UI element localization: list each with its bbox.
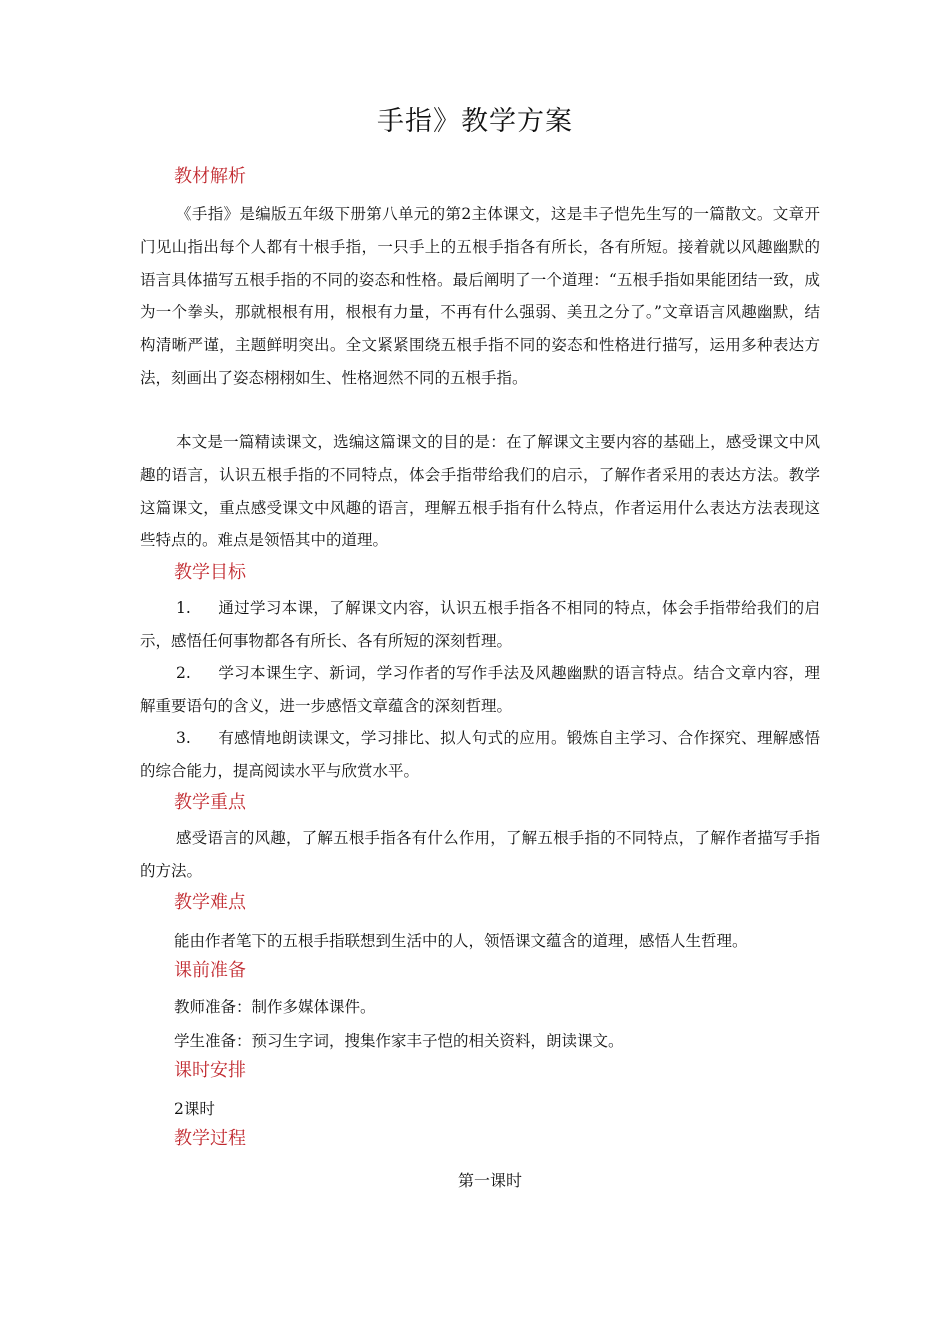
heading-key-points: 教学重点	[174, 792, 246, 813]
schedule-text: 2课时	[174, 1100, 215, 1118]
heading-schedule: 课时安排	[174, 1060, 246, 1081]
goal-item-1	[140, 592, 820, 658]
difficulties-text: 能由作者笔下的五根手指联想到生活中的人，领悟课文蕴含的道理，感悟人生哲理。	[174, 932, 748, 950]
student-preparation: 学生准备：预习生字词，搜集作家丰子恺的相关资料，朗读课文。	[174, 1032, 624, 1050]
document-title: 手指》教学方案	[377, 106, 573, 137]
analysis-paragraph-2: 本文是一篇精读课文，选编这篇课文的目的是：在了解课文主要内容的基础上，感受课文中风趣的语言，认识五根手指的不同特点，体会手指带给我们的启示，了解作者采用的表达方法。教学这篇课文，重点感受课文中风趣的语言，理解五根手指有什么特点，作者运用什么表达方法表现这些特点的。难点是领悟其中的道理。	[140, 433, 820, 550]
goal-item-2	[140, 657, 820, 723]
goal-item-3	[140, 722, 820, 788]
key-points-text: 感受语言的风趣，了解五根手指各有什么作用，了解五根手指的不同特点，了解作者描写手指的方法。	[140, 829, 820, 880]
goal-text-2: 学习本课生字、新词，学习作者的写作手法及风趣幽默的语言特点。结合文章内容，理解重要语句的含义，进一步感悟文章蕴含的深刻哲理。	[140, 664, 820, 715]
heading-preparation: 课前准备	[174, 960, 246, 981]
heading-difficulties: 教学难点	[174, 892, 246, 913]
heading-process: 教学过程	[174, 1128, 246, 1149]
analysis-paragraph-1: 《手指》是编版五年级下册第八单元的第2主体课文，这是丰子恺先生写的一篇散文。文章开门见山指出每个人都有十根手指，一只手上的五根手指各有所长，各有所短。接着就以风趣幽默的语言具体描写五根手指的不同的姿态和性格。最后阐明了一个道理：“五根手指如果能团结一致，成为一个拳头，那就根根有用，根根有力量，不再有什么强弱、美丑之分了。”文章语言风趣幽默，结构清晰严谨，主题鲜明突出。全文紧紧围绕五根手指不同的姿态和性格进行描写，运用多种表达方法，刻画出了姿态栩栩如生、性格迥然不同的五根手指。	[140, 205, 820, 387]
heading-analysis: 教材解析	[174, 166, 246, 187]
heading-goals: 教学目标	[174, 562, 246, 583]
teacher-preparation: 教师准备：制作多媒体课件。	[174, 998, 376, 1016]
first-lesson-label: 第一课时	[457, 1171, 522, 1190]
goal-number-2: 2.	[176, 664, 191, 682]
goal-number-3: 3.	[176, 729, 191, 747]
goal-text-1: 通过学习本课，了解课文内容，认识五根手指各不相同的特点，体会手指带给我们的启示，感悟任何事物都各有所长、各有所短的深刻哲理。	[140, 599, 820, 650]
goal-text-3: 有感情地朗读课文，学习排比、拟人句式的应用。锻炼自主学习、合作探究、理解感悟的综合能力，提高阅读水平与欣赏水平。	[140, 729, 820, 780]
goal-number-1: 1.	[176, 599, 191, 617]
